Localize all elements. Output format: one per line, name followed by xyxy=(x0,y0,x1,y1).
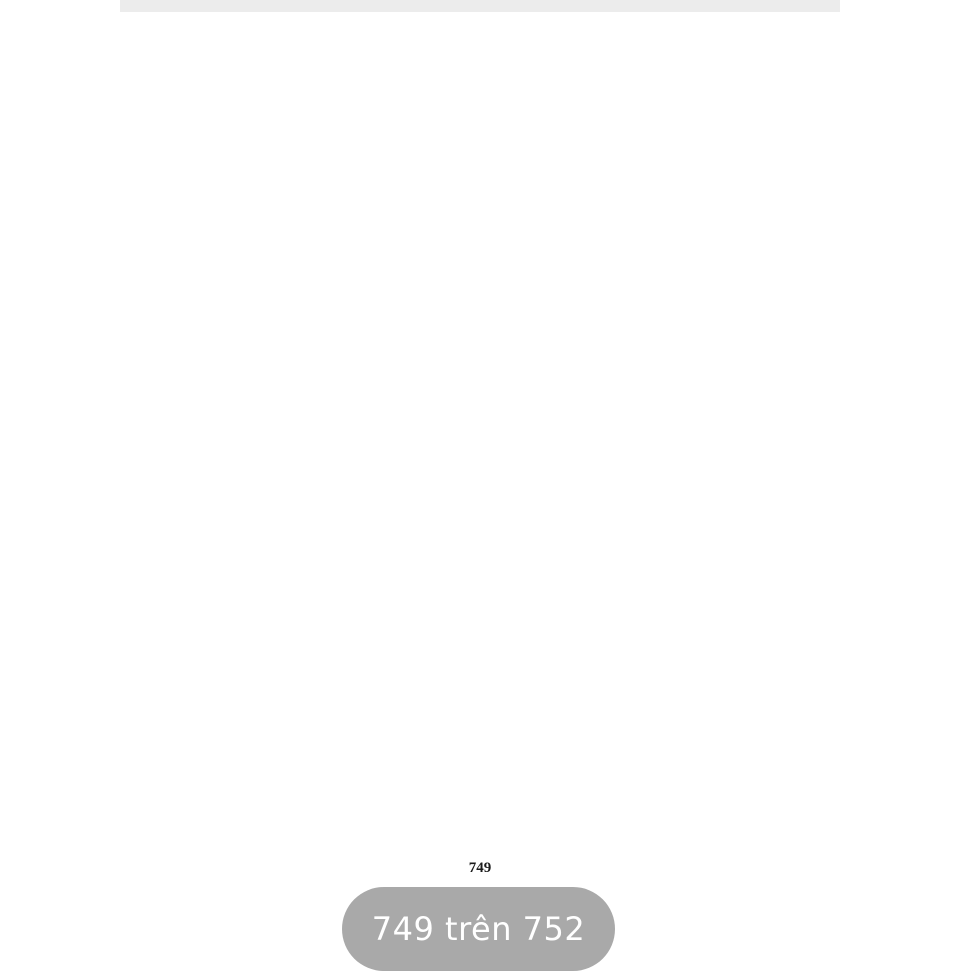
top-bar xyxy=(120,0,840,12)
toc-layer xyxy=(150,20,790,940)
page-number: 749 xyxy=(468,860,492,876)
page-indicator-label: 749 trên 752 xyxy=(371,910,586,948)
page-indicator xyxy=(342,887,615,971)
